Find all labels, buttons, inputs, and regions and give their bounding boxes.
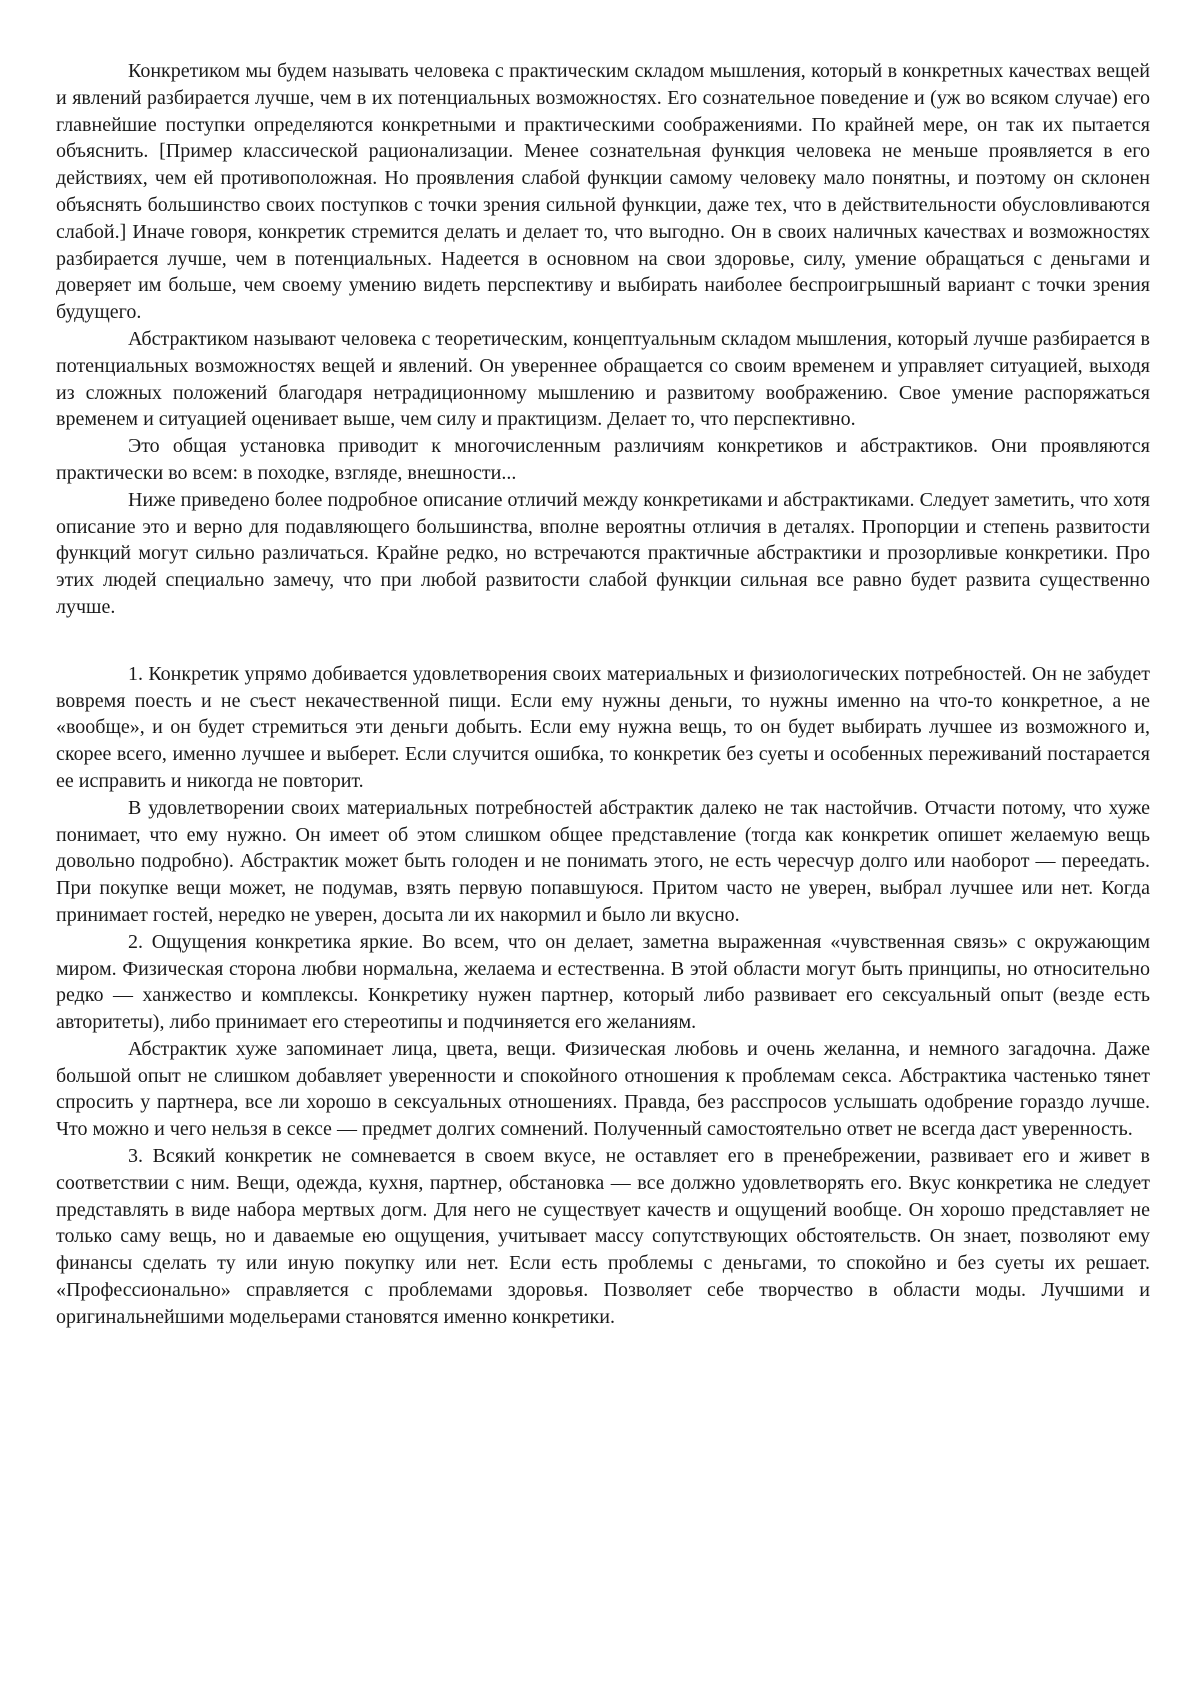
paragraph-general-attitude: Это общая установка приводит к многочисленным различиям конкретиков и абстрактиков. Они проявляются практически во всем: в походке, взгляде, внешности... bbox=[56, 435, 1150, 484]
section-spacer bbox=[56, 621, 1150, 661]
list-item-3-concretic-taste: 3. Всякий конкретик не сомневается в своем вкусе, не оставляет его в пренебрежении, развивает его и живет в соответствии с ним. Вещи, одежда, кухня, партнер, обстановка — все должно удовлетворять его. Вкус конкретика не следует представлять в виде набора мертвых догм. Для него не существует качеств и ощущений вообще. Он хорошо представляет не только саму вещь, но и даваемые ею ощущения, учитывает массу сопутствующих обстоятельств. Он знает, позволяют ему финансы сделать ту или иную покупку или нет. Если есть проблемы с деньгами, то спокойно и без суеты их решает. «Профессионально» справляется с проблемами здоровья. Позволяет себе творчество в области моды. Лучшими и оригинальнейшими модельерами становятся именно конкретики. bbox=[56, 1145, 1150, 1328]
list-item-2-abstractic-sensations: Абстрактик хуже запоминает лица, цвета, вещи. Физическая любовь и очень желанна, и немного загадочна. Даже большой опыт не слишком добавляет уверенности и спокойного отношения к проблемам секса. Абстрактика частенько тянет спросить у партнера, все ли хорошо в сексуальных отношениях. Правда, без расспросов услышать одобрение гораздо лучше. Что можно и чего нельзя в сексе — предмет долгих сомнений. Полученный самостоятельно ответ не всегда даст уверенность. bbox=[56, 1037, 1150, 1141]
list-item-1-concretic-needs: 1. Конкретик упрямо добивается удовлетворения своих материальных и физиологических потребностей. Он не забудет вовремя поесть и не съест некачественной пищи. Если ему нужны деньги, то нужны именно на что-то конкретное, а не «вообще», и он будет стремиться эти деньги добыть. Если ему нужна вещь, то он будет выбирать лучшее из возможного и, скорее всего, именно лучшее и выберет. Если случится ошибка, то конкретик без суеты и особенных переживаний постарается ее исправить и никогда не повторит. bbox=[56, 662, 1150, 792]
list-item-1-abstractic-needs: В удовлетворении своих материальных потребностей абстрактик далеко не так настойчив. Отчасти потому, что хуже понимает, что ему нужно. Он имеет об этом слишком общее представление (тогда как конкретик опишет желаемую вещь довольно подробно). Абстрактик может быть голоден и не понимать этого, не есть чересчур долго или наоборот — переедать. При покупке вещи может, не подумав, взять первую попавшуюся. Притом часто не уверен, выбрал лучшее или нет. Когда принимает гостей, нередко не уверен, досыта ли их накормил и было ли вкусно. bbox=[56, 796, 1150, 926]
paragraph-concretic-definition: Конкретиком мы будем называть человека с практическим складом мышления, который в конкретных качествах вещей и явлений разбирается лучше, чем в их потенциальных возможностях. Его сознательное поведение и (уж во всяком случае) его главнейшие поступки определяются конкретными и практическими соображениями. По крайней мере, он так их пытается объяснить. [Пример классической рационализации. Менее сознательная функция человека не меньше проявляется в его действиях, чем ей противоположная. Но проявления слабой функции самому человеку мало понятны, и поэтому он склонен объяснять большинство своих поступков с точки зрения сильной функции, даже тех, что в действительности обусловливаются слабой.] Иначе говоря, конкретик стремится делать и делает то, что выгодно. Он в своих наличных качествах и возможностях разбирается лучше, чем в потенциальных. Надеется в основном на свои здоровье, силу, умение обращаться с деньгами и доверяет им больше, чем своему умению видеть перспективу и выбирать наиболее беспроигрышный вариант с точки зрения будущего. bbox=[56, 60, 1150, 324]
paragraph-description-intro: Ниже приведено более подробное описание отличий между конкретиками и абстрактиками. Следует заметить, что хотя описание это и верно для подавляющего большинства, вполне вероятны отличия в деталях. Пропорции и степень развитости функций могут сильно различаться. Крайне редко, но встречаются практичные абстрактики и прозорливые конкретики. Про этих людей специально замечу, что при любой развитости слабой функции сильная все равно будет развита существенно лучше. bbox=[56, 488, 1150, 618]
paragraph-abstractic-definition: Абстрактиком называют человека с теоретическим, концептуальным складом мышления, который лучше разбирается в потенциальных возможностях вещей и явлений. Он увереннее обращается со своим временем и управляет ситуацией, выходя из сложных положений благодаря нетрадиционному мышлению и развитому воображению. Свое умение распоряжаться временем и ситуацией оценивает выше, чем силу и практицизм. Делает то, что перспективно. bbox=[56, 327, 1150, 431]
list-item-2-concretic-sensations: 2. Ощущения конкретика яркие. Во всем, что он делает, заметна выраженная «чувственная связь» с окружающим миром. Физическая сторона любви нормальна, желаема и естественна. В этой области могут быть принципы, но относительно редко — ханжество и комплексы. Конкретику нужен партнер, который либо развивает его сексуальный опыт (везде есть авторитеты), либо принимает его стереотипы и подчиняется его желаниям. bbox=[56, 930, 1150, 1034]
